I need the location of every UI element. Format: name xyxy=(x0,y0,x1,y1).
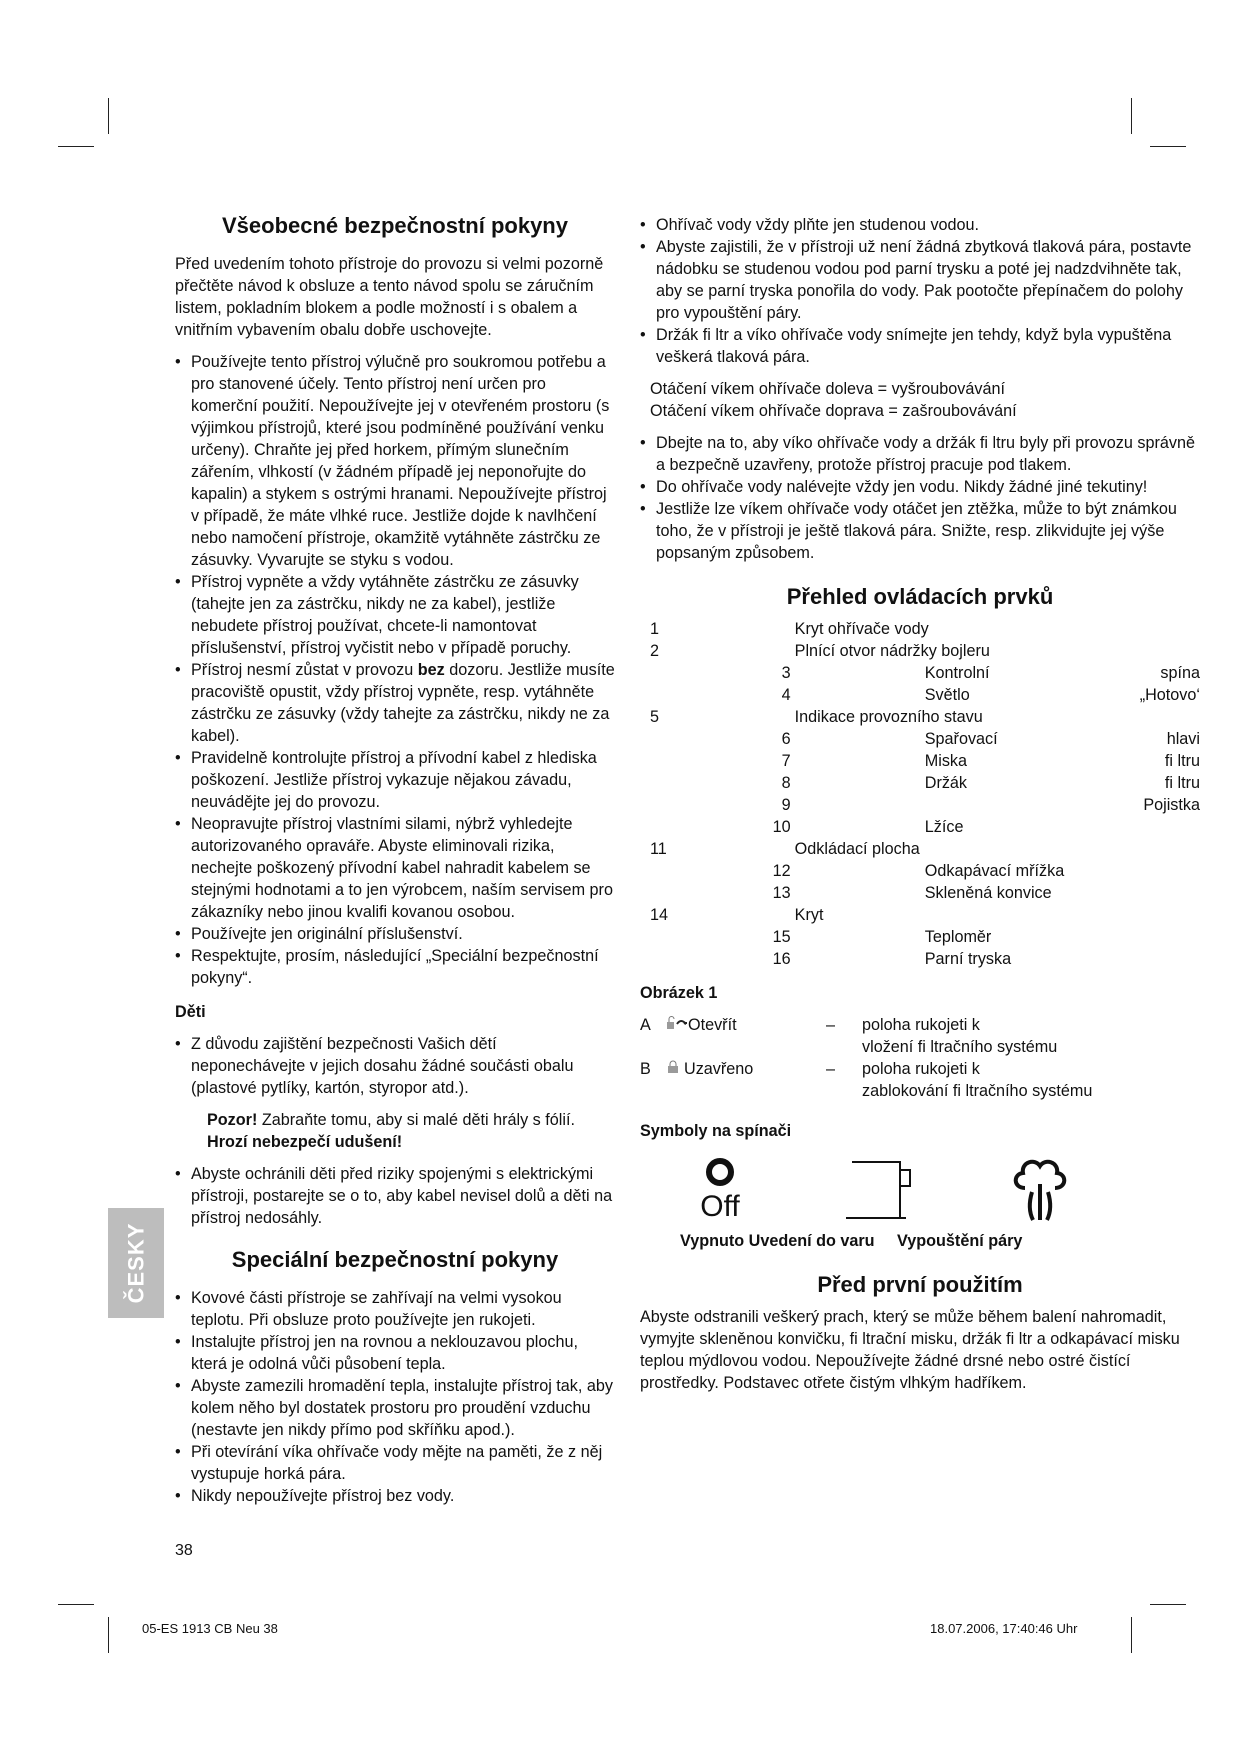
lock-icon xyxy=(666,1058,684,1080)
table-row xyxy=(650,838,1200,860)
part-number: 12 xyxy=(772,862,791,880)
general-safety-list xyxy=(175,351,615,989)
part-name: Odkapávací mřížka xyxy=(924,862,1065,880)
page-number: 38 xyxy=(175,1542,193,1559)
table-row xyxy=(650,772,1200,794)
part-number: 2 xyxy=(650,642,660,660)
table-row xyxy=(650,926,1200,948)
part-name: Držák xyxy=(924,774,968,792)
part-number: 3 xyxy=(781,664,791,682)
switch-symbol-labels: Vypnuto Uvedení do varu Vypouštění páry xyxy=(680,1232,1023,1250)
list-item: • Ohřívač vody vždy plňte jen studenou vodou. xyxy=(640,214,1200,236)
table-row xyxy=(650,904,1200,926)
off-symbol xyxy=(640,1156,800,1222)
part-name xyxy=(925,794,1094,816)
part-name: Indikace provozního stavu xyxy=(794,708,983,726)
part-name xyxy=(795,860,925,882)
part-name xyxy=(795,948,925,970)
part-name-continued xyxy=(1093,838,1200,860)
children-list xyxy=(175,1033,615,1099)
part-name: Světlo xyxy=(924,686,970,704)
special-safety-list xyxy=(175,1287,615,1507)
list-item: • Z důvodu zajištění bezpečnosti Vašich dětí neponechávejte v jejich dosahu žádné součásti obalu (plastové pytlíky, kartón, styropor atd.). xyxy=(175,1033,615,1099)
crop-mark xyxy=(58,1604,94,1605)
part-number: 15 xyxy=(772,928,791,946)
part-name-continued xyxy=(1093,882,1200,904)
table-row xyxy=(650,750,1200,772)
part-name: Kontrolní xyxy=(924,664,990,682)
part-name-continued xyxy=(1093,706,1200,728)
part-number: 11 xyxy=(650,840,667,858)
crop-mark xyxy=(108,1617,109,1653)
part-number: 9 xyxy=(781,796,791,814)
table-row xyxy=(650,860,1200,882)
part-name xyxy=(795,816,925,838)
suffocation-warning: Pozor! Zabraňte tomu, aby si malé děti hrály s fólií. Hrozí nebezpečí udušení! xyxy=(207,1111,575,1151)
crop-mark xyxy=(1131,98,1132,134)
part-name-continued: spína xyxy=(1160,664,1200,682)
part-name-continued: fi ltru xyxy=(1164,774,1200,792)
pressure-list xyxy=(640,432,1200,564)
part-number: 7 xyxy=(781,752,791,770)
part-name-continued: hlavi xyxy=(1166,730,1200,748)
part-name xyxy=(795,728,925,750)
list-item: • Do ohřívače vody nalévejte vždy jen vodu. Nikdy žádné jiné tekutiny! xyxy=(640,476,1200,498)
right-column xyxy=(640,214,1200,1404)
list-item: • Dbejte na to, aby víko ohřívače vody a držák fi ltru byly při provozu správně a bezpečně uzavřeny, protože přístroj pracuje pod tlakem. xyxy=(640,432,1200,476)
part-name: Kryt ohřívače vody xyxy=(794,620,929,638)
list-item: • Používejte jen originální příslušenství. xyxy=(175,923,615,945)
children-list-2 xyxy=(175,1163,615,1229)
part-name xyxy=(795,882,925,904)
list-item: • Instalujte přístroj jen na rovnou a neklouzavou plochu, která je odolná vůči působení tepla. xyxy=(175,1331,615,1375)
parts-table xyxy=(650,618,1200,970)
unlock-icon xyxy=(666,1014,688,1036)
part-name-continued: fi ltru xyxy=(1164,752,1200,770)
part-name-continued xyxy=(1093,816,1200,838)
list-item: • Používejte tento přístroj výlučně pro soukromou potřebu a pro stanovené účely. Tento přístroj není určen pro komerční použití. Nepoužívejte jej v otevřeném prostoru (s výjimkou přístrojů, které jsou podmíněné používání venku určeny). Chraňte jej před horkem, přímým slunečním zářením, vlhkostí (v žádném případě jej neponořujte do kapalin) a stykem s ostrými hranami. Nepoužívejte přístroj v případě, že máte vlhké ruce. Jestliže dojde k navlhčení nebo namočení přístroje, okamžitě vytáhněte zástrčku ze zásuvky. Vyvarujte se styku s vodou. xyxy=(175,351,615,571)
crop-mark xyxy=(108,98,109,134)
part-name-continued xyxy=(1093,860,1200,882)
table-row xyxy=(650,728,1200,750)
table-row xyxy=(650,662,1200,684)
crop-mark xyxy=(1131,1617,1132,1653)
part-number: 16 xyxy=(772,950,791,968)
figure-row-closed: B Uzavřeno – poloha rukojeti k zablokování fi ltračního systému xyxy=(640,1060,1093,1100)
list-item: • Pravidelně kontrolujte přístroj a přívodní kabel z hlediska poškození. Jestliže přístroj vykazuje nějakou závadu, neuvádějte jej do provozu. xyxy=(175,747,615,813)
list-item: • Při otevírání víka ohřívače vody mějte na paměti, že z něj vystupuje horká pára. xyxy=(175,1441,615,1485)
section-title-controls-overview: Přehled ovládacích prvků xyxy=(786,584,1054,609)
list-item: • Nikdy nepoužívejte přístroj bez vody. xyxy=(175,1485,615,1507)
first-use-paragraph: Abyste odstranili veškerý prach, který se může během balení nahromadit, vymyjte skleněnou konvičku, fi ltrační misku, držák fi ltr a odkapávací misku teplou mýdlovou vodou. Nepoužívejte žádné drsné nebo ostré čistící prostředky. Podstavec otřete čistým vlhkým hadříkem. xyxy=(640,1308,1180,1392)
left-column xyxy=(175,208,615,1517)
part-name: Miska xyxy=(924,752,968,770)
part-number: 1 xyxy=(650,620,660,638)
list-item: • Přístroj nesmí zůstat v provozu bez dozoru. Jestliže musíte pracoviště opustit, vždy přístroj vypněte, resp. vytáhněte zástrčku ze zásuvky (vždy tahejte za zástrčku, nikdy ne za kabel). xyxy=(175,659,615,747)
part-name xyxy=(795,794,925,816)
list-item: • Držák fi ltr a víko ohřívače vody snímejte jen tehdy, když byla vypuštěna veškerá tlaková pára. xyxy=(640,324,1200,368)
table-row xyxy=(650,640,1200,662)
section-title-special-safety: Speciální bezpečnostní pokyny xyxy=(231,1247,559,1272)
list-item: • Přístroj vypněte a vždy vytáhněte zástrčku ze zásuvky (tahejte jen za zástrčku, nikdy ne za kabel), jestliže nebudete přístroj používat, chcete-li namontovat příslušenství, přístroj vyčistit nebo v případě poruchy. xyxy=(175,571,615,659)
brew-cup-icon xyxy=(800,1156,960,1222)
section-title-first-use: Před první použitím xyxy=(817,1272,1023,1297)
list-item: • Abyste zajistili, že v přístroji už není žádná zbytková tlaková pára, postavte nádobku se studenou vodou pod parní trysku a poté jej nadzdvihněte tak, aby se parní tryska ponořila do vody. Pak pootočte přepínačem do polohy pro vypouštění páry. xyxy=(640,236,1200,324)
table-row xyxy=(650,794,1200,816)
crop-mark xyxy=(58,146,94,147)
part-name xyxy=(795,772,925,794)
children-heading: Děti xyxy=(175,1003,206,1021)
part-number: 4 xyxy=(781,686,791,704)
part-number: 10 xyxy=(772,818,791,836)
footer-right: 18.07.2006, 17:40:46 Uhr xyxy=(930,1621,1078,1636)
part-name-continued xyxy=(1093,904,1200,926)
language-tab: ČESKY xyxy=(108,1208,164,1318)
list-item: • Abyste ochránili děti před riziky spojenými s elektrickými přístroji, postarejte se o to, aby kabel nevisel dolů a děti na přístroj nedosáhly. xyxy=(175,1163,615,1229)
crop-mark xyxy=(1150,1604,1186,1605)
part-name xyxy=(795,926,925,948)
part-name-continued xyxy=(1093,926,1200,948)
part-name-continued xyxy=(1093,948,1200,970)
switch-symbols xyxy=(640,1152,1200,1226)
part-name-continued: „Hotovo‘ xyxy=(1139,686,1200,704)
list-item: • Respektujte, prosím, následující „Speciální bezpečnostní pokyny“. xyxy=(175,945,615,989)
list-item: • Neopravujte přístroj vlastními silami, nýbrž vyhledejte autorizovaného opraváře. Abyste eliminovali rizika, nechejte poškozený přívodní kabel nahradit kabelem se stejnými hodnotami a to jen výrobcem, naším servisem pro zákazníky nebo jinou kvalifi kovanou osobou. xyxy=(175,813,615,923)
part-name xyxy=(795,750,925,772)
part-number: 5 xyxy=(650,708,660,726)
figure-legend xyxy=(640,1014,1092,1102)
table-row xyxy=(650,816,1200,838)
part-name xyxy=(795,684,925,706)
figure-heading: Obrázek 1 xyxy=(640,984,718,1002)
part-name: Parní tryska xyxy=(924,950,1012,968)
table-row xyxy=(650,706,1200,728)
crop-mark xyxy=(1150,146,1186,147)
part-name xyxy=(795,662,925,684)
svg-text:Off: Off xyxy=(700,1190,740,1222)
table-row xyxy=(650,618,1200,640)
part-name: Kryt xyxy=(794,906,824,924)
part-name: Plnící otvor nádržky bojleru xyxy=(794,642,990,660)
lid-rotation-note: Otáčení víkem ohřívače doleva = vyšroubovávání Otáčení víkem ohřívače doprava = zašroubovávání xyxy=(650,380,1017,420)
part-name: Teploměr xyxy=(924,928,992,946)
figure-row-open: A Otevřít – poloha rukojeti k vložení fi ltračního systému xyxy=(640,1016,1058,1056)
part-name-continued: Pojistka xyxy=(1143,796,1200,814)
part-name: Odkládací plocha xyxy=(794,840,920,858)
switch-symbols-heading: Symboly na spínači xyxy=(640,1122,792,1140)
intro-paragraph: Před uvedením tohoto přístroje do provozu si velmi pozorně přečtěte návod k obsluze a tento návod spolu se záručním listem, pokladním blokem a podle možností i s obalem a vnitřním vybavením obalu dobře uschovejte. xyxy=(175,255,604,339)
part-name-continued xyxy=(1093,618,1200,640)
table-row xyxy=(650,684,1200,706)
list-item: • Kovové části přístroje se zahřívají na velmi vysokou teplotu. Při obsluze proto používejte jen rukojeti. xyxy=(175,1287,615,1331)
part-name: Spařovací xyxy=(924,730,998,748)
part-name: Skleněná konvice xyxy=(924,884,1052,902)
table-row xyxy=(650,882,1200,904)
list-item: • Abyste zamezili hromadění tepla, instalujte přístroj tak, aby kolem něho byl dostatek prostoru pro proudění vzduchu (nestavte jen nikdy přímo pod skříňku apod.). xyxy=(175,1375,615,1441)
water-heater-list xyxy=(640,214,1200,368)
steam-icon xyxy=(960,1154,1120,1224)
part-name-continued xyxy=(1093,640,1200,662)
part-number: 8 xyxy=(781,774,791,792)
table-row xyxy=(650,948,1200,970)
part-number: 6 xyxy=(781,730,791,748)
part-name: Lžíce xyxy=(924,818,964,836)
part-number: 14 xyxy=(650,906,669,924)
section-title-general-safety: Všeobecné bezpečnostní pokyny xyxy=(222,213,568,238)
part-number: 13 xyxy=(772,884,791,902)
list-item: • Jestliže lze víkem ohřívače vody otáčet jen ztěžka, může to být známkou toho, že v přístroji je ještě tlaková pára. Snižte, resp. zlikvidujte jej výše popsaným způsobem. xyxy=(640,498,1200,564)
footer-left: 05-ES 1913 CB Neu 38 xyxy=(142,1621,278,1636)
